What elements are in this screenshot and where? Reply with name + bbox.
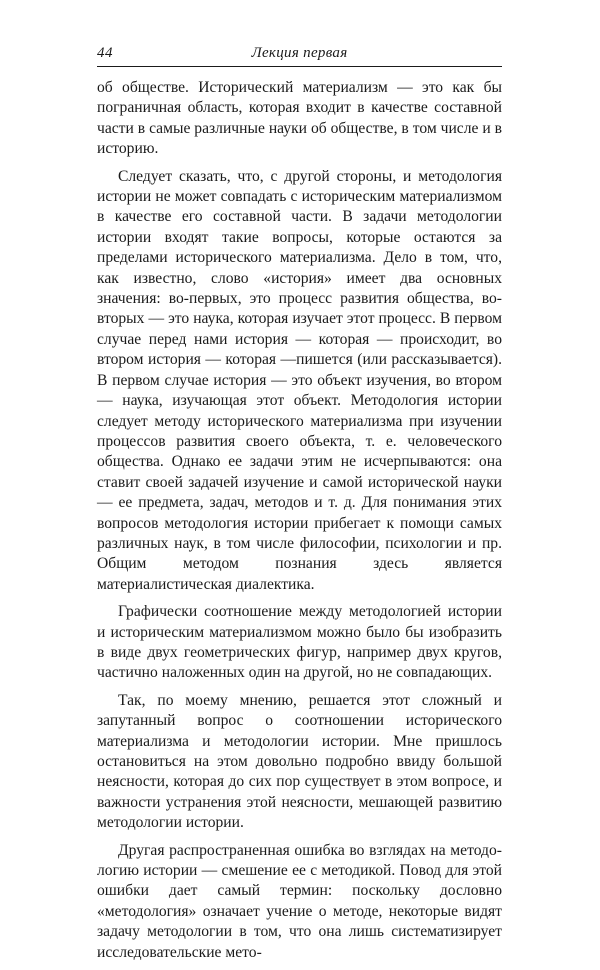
page-number: 44 [97, 45, 113, 61]
paragraph: об обществе. Исторический материализм — это как бы пограничная область, которая входит в качестве составной части в самые различные науки об обществе, в том числе и в историю. [97, 79, 502, 158]
paragraph: Другая распространенная ошибка во взглядах на методологию истории — смешение ее с методикой. Повод для этой ошибки дает самый термин: поскольку дословно «методология» означает учение о методе, некоторые видят задачу методологии в том, что она лишь систематизирует исследовательские мето- [97, 841, 502, 961]
paragraph: Следует сказать, что, с другой стороны, и методология истории не может совпадать с историческим материализмом в качестве его составной части. В задачи методологии истории входят такие вопросы, которые остаются за пределами исторического материализма. Дело в том, что, как известно, слово «история» имеет два основных значения: во-первых, это процесс развития общества, во-вторых — это наука, которая изучает этот процесс. В первом случае перед нами история — которая — происходит, во втором история — которая —пишется (или рассказывается). В первом случае история — это объект изучения, во втором — наука, изучающая этот объект. Методология истории следует методу исторического материализма при изучении процессов развития своего объекта, т. е. человеческого общества. Однако ее задачи этим не исчерпываются: она ставит своей задачей изучение и самой исторической науки — ее предмета, задач, методов и т. д. Для понимания этих вопросов методология истории прибегает к помощи самых различных наук, в том числе философии, психологии и пр. Общим методом познания здесь является материалистическая диалектика. [97, 167, 502, 593]
header-rule [97, 66, 502, 67]
paragraph: Графически соотношение между методологией истории и историческим материализмом можно было бы изобразить в виде двух геометрических фигур, например двух кругов, частично наложенных один на другой, но не совпадающих. [97, 603, 502, 682]
paragraph: Так, по моему мнению, решается этот сложный и запутанный вопрос о соотношении исторического материализма и методологии истории. Мне пришлось остановиться на этом довольно подробно ввиду большой неясности, которая до сих пор существует в этом вопросе, и важности устранения этой неясности, мешающей развитию методологии истории. [97, 691, 502, 832]
page-body [97, 78, 502, 970]
running-head: Лекция первая [251, 45, 348, 61]
page-header [97, 45, 502, 65]
